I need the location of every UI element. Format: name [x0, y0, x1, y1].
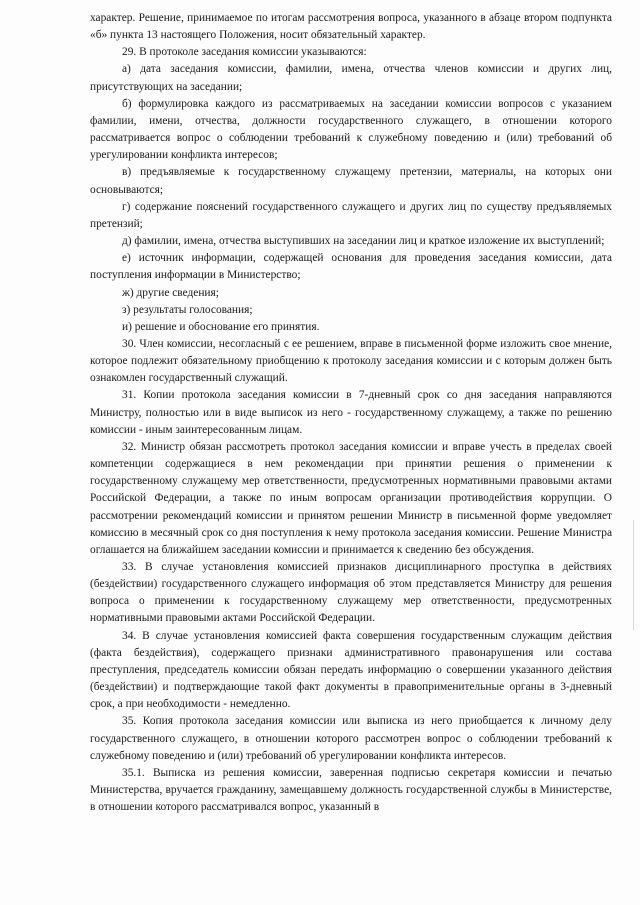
paragraph-33: 33. В случае установления комиссией признаков дисциплинарного проступка в действиях (бездействии) государственного служащего информация об этом представляется Министру для решения вопроса о применении к государственному служащему мер ответственности, предусмотренных нормативными правовыми актами Российской Федерации. — [90, 561, 612, 625]
list-item-i: и) решение и обоснование его принятия. — [122, 320, 320, 333]
list-item-v: в) предъявляемые к государственному служащему претензии, материалы, на которых они основываются; — [90, 166, 612, 196]
paragraph: характер. Решение, принимаемое по итогам рассмотрения вопроса, указанного в абзаце втором подпункта «б» пункта 13 настоящего Положения, носит обязательный характер. — [90, 12, 612, 42]
scan-edge-mark — [633, 520, 634, 630]
paragraph-29: 29. В протоколе заседания комиссии указываются: — [122, 46, 367, 59]
list-item-e: е) источник информации, содержащей основания для проведения заседания комиссии, дата поступления информации в Министерство; — [90, 252, 612, 282]
list-item-a: а) дата заседания комиссии, фамилии, имена, отчества членов комиссии и других лиц, присутствующих на заседании; — [90, 63, 612, 93]
paragraph-32: 32. Министр обязан рассмотреть протокол заседания комиссии и вправе учесть в пределах своей компетенции содержащиеся в нем рекомендации при принятии решения о применении к государственному служащему мер ответственности, предусмотренных нормативными правовыми актами Российской Федерации, а также по иным вопросам организации противодействия коррупции. О рассмотрении рекомендаций комиссии и принятом решении Министр в письменной форме уведомляет комиссию в месячный срок со дня поступления к нему протокола заседания комиссии. Решение Министра оглашается на ближайшем заседании комиссии и принимается к сведению без обсуждения. — [90, 440, 612, 556]
document-body — [90, 10, 612, 816]
list-item-d: д) фамилии, имена, отчества выступивших на заседании лиц и краткое изложение их выступлений; — [122, 235, 605, 248]
list-item-z: з) результаты голосования; — [122, 303, 253, 316]
paragraph-30: 30. Член комиссии, несогласный с ее решением, вправе в письменной форме изложить свое мнение, которое подлежит обязательному приобщению к протоколу заседания комиссии и с которым должен быть ознакомлен государственный служащий. — [90, 337, 612, 385]
list-item-b: б) формулировка каждого из рассматриваемых на заседании комиссии вопросов с указанием фамилии, имени, отчества, должности государственного служащего, в отношении которого рассматривается вопрос о соблюдении требований к служебному поведению и (или) требований об урегулировании конфликта интересов; — [90, 97, 612, 162]
paragraph-34: 34. В случае установления комиссией факта совершения государственным служащим действия (факта бездействия), содержащего признаки административного правонарушения или состава преступления, председатель комиссии обязан передать информацию о совершении указанного действия (бездействии) и подтверждающие такой факт документы в правоприменительные органы в 3-дневный срок, а при необходимости - немедленно. — [90, 629, 612, 711]
list-item-zh: ж) другие сведения; — [122, 286, 219, 299]
list-item-g: г) содержание пояснений государственного служащего и других лиц по существу предъявляемых претензий; — [90, 200, 612, 230]
paragraph-31: 31. Копии протокола заседания комиссии в 7-дневный срок со дня заседания направляются Министру, полностью или в виде выписок из него - государственному служащему, а также по решению комиссии - иным заинтересованным лицам. — [90, 389, 612, 436]
paragraph-35-1: 35.1. Выписка из решения комиссии, заверенная подписью секретаря комиссии и печатью Министерства, вручается гражданину, замещавшему должность государственной службы в Министерстве, в отношении которого рассматривался вопрос, указанный в — [90, 766, 612, 814]
paragraph-35: 35. Копия протокола заседания комиссии или выписка из него приобщается к личному делу государственного служащего, в отношении которого рассмотрен вопрос о соблюдении требований к служебному поведению и (или) требований об урегулировании конфликта интересов. — [90, 715, 612, 762]
